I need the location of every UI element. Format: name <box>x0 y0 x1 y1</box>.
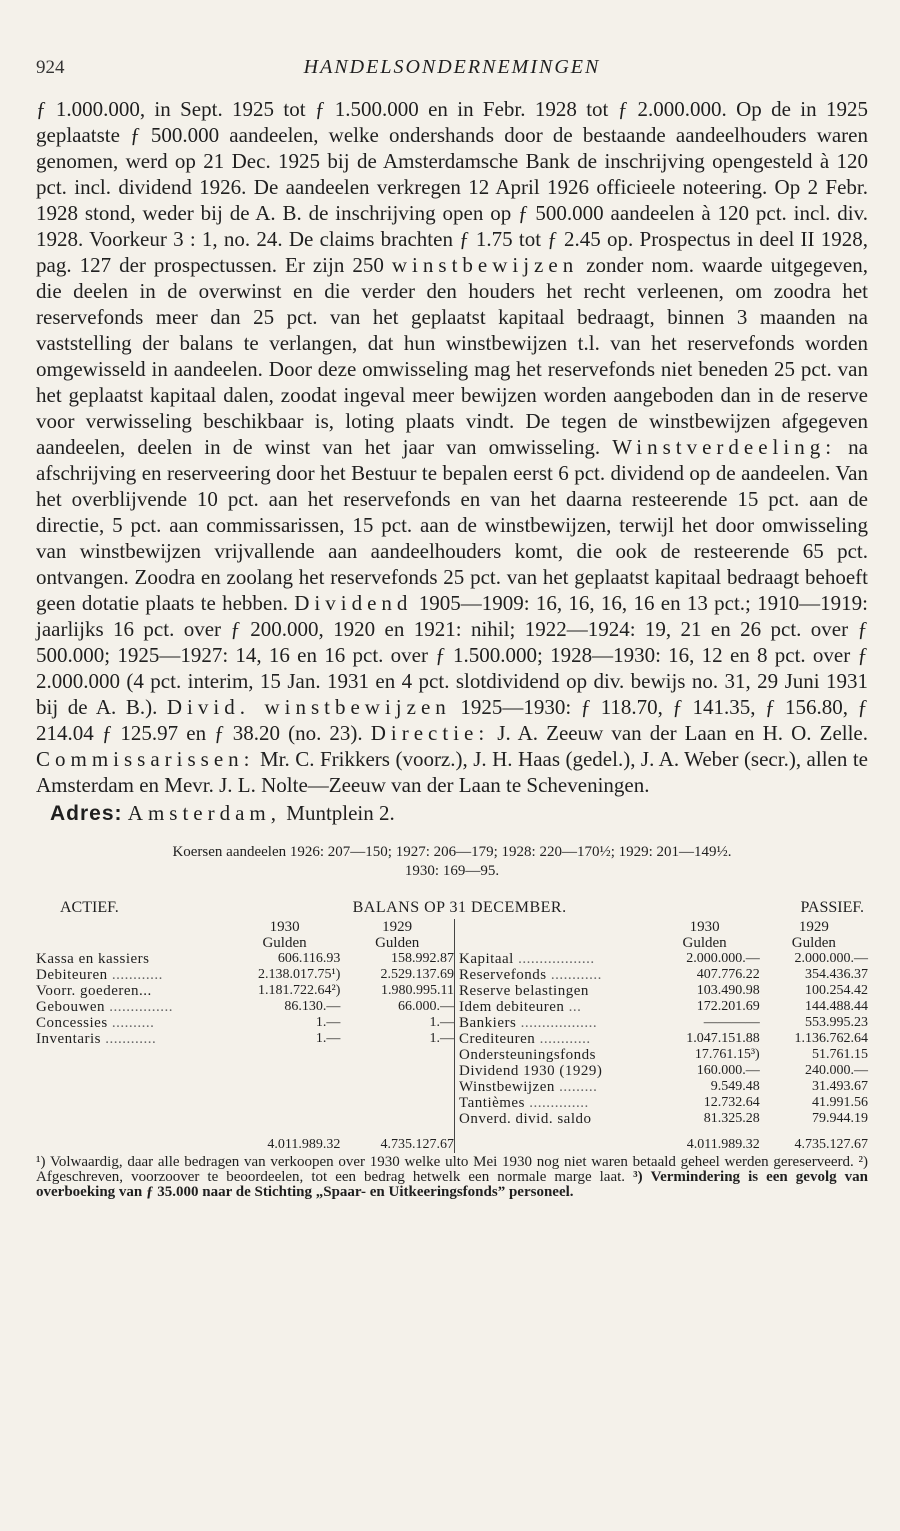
actief-value-1929: 2.529.137.69 <box>380 967 454 982</box>
footnote-3-mark: ³) <box>633 1169 643 1185</box>
passief-value-1930: 2.000.000.— <box>686 951 760 966</box>
passief-table <box>459 919 868 1153</box>
total-passief-1929: 4.735.127.67 <box>794 1137 868 1152</box>
passief-item-name: Tantièmes <box>459 1095 525 1111</box>
actief-item-label <box>36 1015 229 1031</box>
actief-value-1930: 606.116.93 <box>277 951 341 966</box>
passief-row <box>459 1063 868 1079</box>
actief-value-1929: 1.— <box>429 1031 454 1046</box>
passief-label: PASSIEF. <box>800 899 864 916</box>
passief-value-1930: 1.047.151.88 <box>686 1031 760 1046</box>
passief-value-1929: 240.000.— <box>805 1063 868 1078</box>
address-city: Amsterdam, <box>127 801 282 825</box>
actief-column <box>36 919 454 1153</box>
footnote-2-mark: ²) <box>858 1154 868 1170</box>
passief-item-leader: .................. <box>513 951 595 967</box>
passief-item-name: Crediteuren <box>459 1031 536 1047</box>
passief-item-label <box>459 951 649 967</box>
passief-value-1930: ———— <box>703 1015 760 1030</box>
actief-item-name: Inventaris <box>36 1031 101 1047</box>
balance-sheet-header <box>36 899 868 917</box>
paragraph-divid-winstbewijzen: 1925—1930: ƒ 118.70, ƒ 141.35, ƒ 156.80, ƒ 214.04 ƒ 125.97 en ƒ 38.20 (no. 23). <box>36 695 869 745</box>
total-actief-1929: 4.735.127.67 <box>380 1137 454 1152</box>
passief-value-1929: 1.136.762.64 <box>794 1031 868 1046</box>
passief-value-1929: 79.944.19 <box>812 1111 868 1126</box>
footnote-1-mark: ¹) <box>36 1154 46 1170</box>
passief-value-1929: 100.254.42 <box>805 983 868 998</box>
page-number: 924 <box>36 57 65 78</box>
actief-item-label <box>36 983 229 999</box>
passief-value-1929: 31.493.67 <box>812 1079 868 1094</box>
passief-item-name: Reservefonds <box>459 967 547 983</box>
year-1930-heading: 1930 <box>689 919 720 935</box>
footnote-3: Vermindering is een gevolg van overboeking van ƒ 35.000 naar de Stichting „Spaar- en Uitkeeringsfonds” personeel. <box>36 1169 868 1200</box>
passief-value-1929: 51.761.15 <box>812 1047 868 1062</box>
actief-item-leader: .......... <box>107 1015 155 1031</box>
page-header <box>36 56 868 96</box>
actief-table <box>36 919 454 1153</box>
passief-item-label <box>459 999 649 1015</box>
term-dividend: Dividend <box>294 591 413 615</box>
actief-item-leader: ............... <box>104 999 173 1015</box>
passief-item-leader: ............ <box>535 1031 591 1047</box>
actief-rows <box>36 951 454 1047</box>
passief-value-1929: 2.000.000.— <box>794 951 868 966</box>
term-divid-winstbewijzen: Divid. winstbewijzen <box>166 695 451 719</box>
paragraph-history: ƒ 1.000.000, in Sept. 1925 tot ƒ 1.500.000 en in Febr. 1928 tot ƒ 2.000.000. Op de in 1925 geplaatste ƒ 500.000 aandeelen, welke ondershands door de bestaande aandeelhouders waren genomen, werd op 21 Dec. 1925 bij de Amsterdamsche Bank de inschrijving opengesteld à 120 pct. incl. dividend 1926. De aandeelen verkregen 12 April 1926 officieele noteering. Op 2 Febr. 1928 stond, weder bij de A. B. de inschrijving open op ƒ 500.000 aandeelen à 120 pct. incl. div. 1928. Voorkeur 3 : 1, no. 24. De claims brachten ƒ 1.75 tot ƒ 2.45 op. Prospectus in deel II 1928, pag. 127 der prospectussen. Er zijn 250 <box>36 97 868 277</box>
currency-heading: Gulden <box>791 935 836 951</box>
actief-value-1929: 1.980.995.11 <box>381 983 454 998</box>
passief-value-1930: 160.000.— <box>696 1063 760 1078</box>
passief-item-leader: .............. <box>524 1095 589 1111</box>
passief-item-label <box>459 1079 649 1095</box>
actief-item-name: Voorr. goederen... <box>36 983 152 999</box>
passief-item-name: Onverd. divid. saldo <box>459 1111 592 1127</box>
passief-value-1930: 172.201.69 <box>696 999 760 1014</box>
term-winstbewijzen: winstbewijzen <box>391 253 579 277</box>
actief-item-name: Gebouwen <box>36 999 105 1015</box>
paragraph-dividend: 1905—1909: 16, 16, 16, 16 en 13 pct.; 1910—1919: jaarlijks 16 pct. over ƒ 200.000, 1920 en 1921: nihil; 1922—1924: 19, 21 en 26 pct. over ƒ 500.000; 1925—1927: 14, 16 en 16 pct. over ƒ 1.500.000; 1928—1930: 16, 12 en 8 pct. over ƒ 2.000.000 (4 pct. interim, 15 Jan. 1931 en 4 pct. slotdividend op div. bewijs no. 31, 29 Juni 1931 bij de A. B.). <box>36 591 869 719</box>
passief-item-name: Idem debiteuren <box>459 999 565 1015</box>
passief-item-label <box>459 983 649 999</box>
actief-label: ACTIEF. <box>60 899 119 916</box>
actief-item-label <box>36 967 229 983</box>
running-title: HANDELSONDERNEMINGEN <box>303 56 601 78</box>
passief-value-1930: 103.490.98 <box>696 983 760 998</box>
footnote-2: Afgeschreven, voorzoover te beoordeelen, tot een bedrag hetwelk een normale marge laat. <box>36 1169 626 1185</box>
currency-heading: Gulden <box>262 935 307 951</box>
currency-heading: Gulden <box>682 935 727 951</box>
company-description <box>36 96 868 798</box>
currency-heading: Gulden <box>375 935 420 951</box>
passief-value-1930: 12.732.64 <box>703 1095 760 1110</box>
passief-item-name: Winstbewijzen <box>459 1079 555 1095</box>
passief-item-label <box>459 1031 649 1047</box>
year-1929-heading: 1929 <box>798 919 829 935</box>
actief-row <box>36 967 454 983</box>
actief-value-1929: 158.992.87 <box>391 951 454 966</box>
footnote-1: Volwaardig, daar alle bedragen van verkoopen over 1930 welke ulto Mei 1930 nog niet waren betaald geheel werden gereserveerd. <box>49 1154 854 1170</box>
year-1929-heading: 1929 <box>382 919 413 935</box>
actief-value-1930: 1.— <box>315 1031 341 1046</box>
passief-value-1930: 9.549.48 <box>710 1079 760 1094</box>
balance-sheet-title: BALANS OP 31 DECEMBER. <box>352 899 567 916</box>
passief-item-leader: ............ <box>546 967 602 983</box>
page <box>36 56 868 1200</box>
actief-value-1929: 66.000.— <box>398 999 454 1014</box>
actief-row <box>36 983 454 999</box>
actief-item-leader: ............ <box>100 1031 157 1047</box>
total-passief-1930: 4.011.989.32 <box>686 1137 760 1152</box>
paragraph-commissarissen: Mr. C. Frikkers (voorz.), J. H. Haas (gedel.), J. A. Weber (secr.), allen te Amsterdam en Mevr. J. L. Nolte—Zeeuw van der Laan te Scheveningen. <box>36 747 869 797</box>
passief-row <box>459 1047 868 1063</box>
actief-value-1930: 2.138.017.75¹) <box>258 967 341 982</box>
passief-row <box>459 1079 868 1095</box>
actief-value-1930: 1.181.722.64²) <box>258 983 341 998</box>
term-winstverdeeling: Winstverdeeling: <box>612 435 837 459</box>
passief-item-name: Dividend 1930 (1929) <box>459 1063 603 1079</box>
passief-item-leader: ......... <box>554 1079 598 1095</box>
passief-row <box>459 1031 868 1047</box>
share-prices-line-1: Koersen aandeelen 1926: 207—150; 1927: 206—179; 1928: 220—170½; 1929: 201—149½. <box>172 844 732 860</box>
share-prices-line-2: 1930: 169—95. <box>404 863 500 879</box>
passief-row <box>459 1111 868 1127</box>
passief-row <box>459 951 868 967</box>
passief-value-1929: 553.995.23 <box>805 1015 868 1030</box>
passief-item-label <box>459 1095 649 1111</box>
passief-item-name: Ondersteuningsfonds <box>459 1047 596 1063</box>
passief-value-1929: 144.488.44 <box>805 999 868 1014</box>
address-line <box>50 800 868 827</box>
balance-sheet <box>36 919 868 1153</box>
actief-item-label <box>36 999 229 1015</box>
passief-rows <box>459 951 868 1127</box>
actief-value-1930: 1.— <box>315 1015 341 1030</box>
passief-item-label <box>459 1015 649 1031</box>
actief-row <box>36 951 454 967</box>
term-directie: Directie: <box>370 721 490 745</box>
passief-row <box>459 1095 868 1111</box>
term-commissarissen: Commissarissen: <box>36 747 255 771</box>
passief-value-1930: 17.761.15³) <box>694 1047 760 1062</box>
actief-item-label <box>36 1031 229 1047</box>
actief-value-1929: 1.— <box>429 1015 454 1030</box>
passief-item-label <box>459 1063 649 1079</box>
passief-item-label <box>459 1111 649 1127</box>
passief-value-1930: 81.325.28 <box>703 1111 760 1126</box>
passief-value-1930: 407.776.22 <box>696 967 760 982</box>
passief-row <box>459 967 868 983</box>
actief-item-leader: ............ <box>107 967 163 983</box>
actief-row <box>36 1015 454 1031</box>
actief-item-name: Kassa en kassiers <box>36 951 150 967</box>
paragraph-directie: J. A. Zeeuw van der Laan en H. O. Zelle. <box>497 721 869 745</box>
paragraph-winstverdeeling: na afschrijving en reserveering door het Bestuur te bepalen eerst 6 pct. dividend op de aandeelen. Van het overblijvende 10 pct. aan het reservefonds en van het daarna resteerende 15 pct. aan de directie, 5 pct. aan commissarissen, 15 pct. aan de winstbewijzen, terwijl het door omwisseling van winstbewijzen vrijvallende aan aandeelhouders komt, die ook de resteerende 65 pct. ontvangen. Zoodra en zoolang het reservefonds 25 pct. van het geplaatst kapitaal bedraagt behoeft geen dotatie plaats te hebben. <box>36 435 868 615</box>
passief-row <box>459 999 868 1015</box>
actief-value-1930: 86.130.— <box>284 999 341 1014</box>
footnotes <box>36 1155 868 1200</box>
passief-row <box>459 1015 868 1031</box>
passief-value-1929: 41.991.56 <box>812 1095 868 1110</box>
actief-row <box>36 1031 454 1047</box>
total-actief-1930: 4.011.989.32 <box>267 1137 341 1152</box>
passief-value-1929: 354.436.37 <box>805 967 868 982</box>
actief-item-name: Concessies <box>36 1015 108 1031</box>
actief-item-name: Debiteuren <box>36 967 108 983</box>
passief-item-name: Kapitaal <box>459 951 514 967</box>
passief-item-leader: ... <box>564 999 582 1015</box>
actief-item-label <box>36 951 229 967</box>
year-1930-heading: 1930 <box>269 919 300 935</box>
share-prices <box>36 843 868 881</box>
passief-column <box>454 919 868 1153</box>
passief-row <box>459 983 868 999</box>
address-street: Muntplein 2. <box>286 801 395 825</box>
passief-item-label <box>459 967 649 983</box>
passief-item-label <box>459 1047 649 1063</box>
passief-item-name: Bankiers <box>459 1015 517 1031</box>
actief-row <box>36 999 454 1015</box>
address-label: Adres: <box>50 802 123 825</box>
passief-item-leader: .................. <box>516 1015 598 1031</box>
paragraph-winstbewijzen: zonder nom. waarde uitgegeven, die deelen in de overwinst en die verder den houders het recht verleenen, om zoodra het reservefonds meer dan 25 pct. van het geplaatst kapitaal bedraagt, binnen 3 maanden na vaststelling der balans te verlangen, dat hun winstbewijzen t.l. van het reservefonds worden omgewisseld in aandeelen. Door deze omwisseling mag het reservefonds niet beneden 25 pct. van het geplaatst kapitaal dalen, zoodat ingeval meer bewijzen worden aangeboden dan in de reserve voor verwisseling beschikbaar is, loting plaats vindt. De tegen de winstbewijzen afgegeven aandeelen, deelen in de winst van het jaar van omwisseling. <box>36 253 869 459</box>
passief-item-name: Reserve belastingen <box>459 983 589 999</box>
